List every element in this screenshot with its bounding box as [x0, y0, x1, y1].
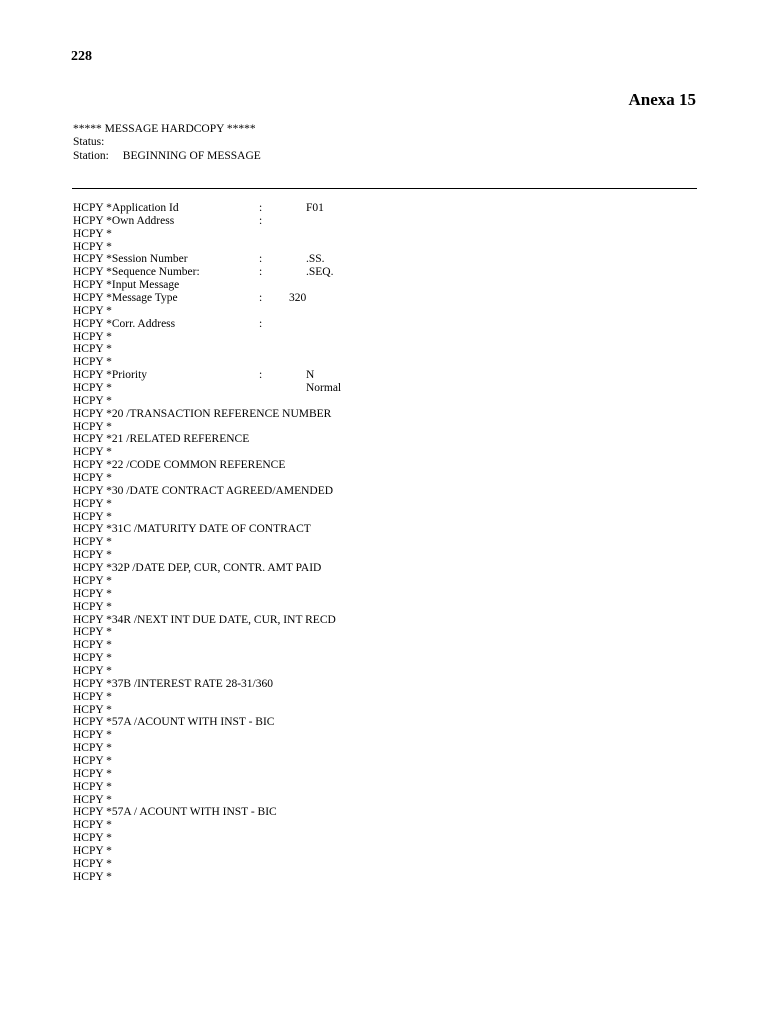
row-label: HCPY *	[73, 356, 112, 369]
station-label: Station:	[73, 149, 109, 162]
row-label: HCPY *	[73, 832, 112, 845]
station-value: BEGINNING OF MESSAGE	[122, 149, 261, 162]
station-line	[73, 150, 261, 163]
row-label: HCPY *	[73, 240, 112, 253]
row-label: HCPY *Input Message	[73, 279, 180, 292]
row-value: .SS.	[306, 253, 325, 266]
row-label: HCPY *	[73, 742, 112, 755]
page-number: 228	[71, 49, 92, 64]
row-value: 320	[289, 292, 307, 305]
status-label: Status:	[73, 136, 105, 149]
row-label: HCPY *	[73, 330, 112, 343]
divider-line	[72, 188, 697, 189]
row-label: HCPY *	[73, 664, 112, 677]
row-label: HCPY *	[73, 382, 112, 395]
row-value: Normal	[306, 382, 342, 395]
row-colon: :	[259, 369, 263, 382]
row-label: HCPY *Session Number	[73, 253, 188, 266]
row-label: HCPY *	[73, 690, 112, 703]
row-label: HCPY *Priority	[73, 369, 148, 382]
row-label: HCPY *	[73, 343, 112, 356]
row-label: HCPY *	[73, 446, 112, 459]
row-label: HCPY *	[73, 870, 112, 883]
row-label: HCPY *	[73, 754, 112, 767]
annex-title: Anexa 15	[628, 90, 696, 109]
row-label: HCPY *	[73, 626, 112, 639]
row-label: HCPY *Corr. Address	[73, 317, 176, 330]
row-label: HCPY *	[73, 587, 112, 600]
row-label: HCPY *	[73, 729, 112, 742]
row-value: F01	[306, 202, 324, 214]
row-label: HCPY *	[73, 819, 112, 832]
row-label: HCPY *30 /DATE CONTRACT AGREED/AMENDED	[73, 484, 334, 497]
row-label: HCPY *Own Address	[73, 214, 175, 227]
row-label: HCPY *32P /DATE DEP, CUR, CONTR. AMT PAID	[73, 562, 322, 575]
row-label: HCPY *57A /ACOUNT WITH INST - BIC	[73, 716, 275, 729]
hardcopy-title: ***** MESSAGE HARDCOPY *****	[73, 123, 256, 135]
row-label: HCPY *Message Type	[73, 292, 178, 305]
row-colon: :	[259, 317, 263, 330]
row-label: HCPY *	[73, 497, 112, 510]
message-header	[73, 123, 261, 163]
row-value: N	[306, 369, 315, 382]
row-colon: :	[259, 292, 263, 305]
row-label: HCPY *	[73, 639, 112, 652]
row-label: HCPY *	[73, 857, 112, 870]
row-label: HCPY *20 /TRANSACTION REFERENCE NUMBER	[73, 407, 332, 420]
row-label: HCPY *	[73, 844, 112, 857]
row-label: HCPY *	[73, 574, 112, 587]
row-label: HCPY *21 /RELATED REFERENCE	[73, 433, 250, 446]
row-label: HCPY *22 /CODE COMMON REFERENCE	[73, 459, 286, 472]
row-colon: :	[259, 253, 263, 266]
row-label: HCPY *	[73, 536, 112, 549]
row-label: HCPY *	[73, 703, 112, 716]
row-label: HCPY *37B /INTEREST RATE 28-31/360	[73, 677, 273, 690]
row-label: HCPY *57A / ACOUNT WITH INST - BIC	[73, 806, 277, 819]
row-label: HCPY *	[73, 420, 112, 433]
row-label: HCPY *	[73, 549, 112, 562]
row-label: HCPY *	[73, 652, 112, 665]
row-label: HCPY *	[73, 510, 112, 523]
row-label: HCPY *34R /NEXT INT DUE DATE, CUR, INT RECD	[73, 613, 336, 626]
row-label: HCPY *	[73, 780, 112, 793]
row-label: HCPY *	[73, 227, 112, 240]
row-label: HCPY *	[73, 600, 112, 613]
row-label: HCPY *	[73, 472, 112, 485]
row-label: HCPY *	[73, 793, 112, 806]
row-label: HCPY *Application Id	[73, 202, 179, 214]
row-colon: :	[259, 214, 263, 227]
row-colon: :	[259, 202, 263, 214]
row-label: HCPY *	[73, 394, 112, 407]
row-colon: :	[259, 266, 263, 279]
row-label: HCPY *Sequence Number:	[73, 266, 200, 279]
row-value: .SEQ.	[306, 266, 334, 279]
row-label: HCPY *	[73, 767, 112, 780]
row-label: HCPY *31C /MATURITY DATE OF CONTRACT	[73, 523, 311, 536]
row-label: HCPY *	[73, 304, 112, 317]
